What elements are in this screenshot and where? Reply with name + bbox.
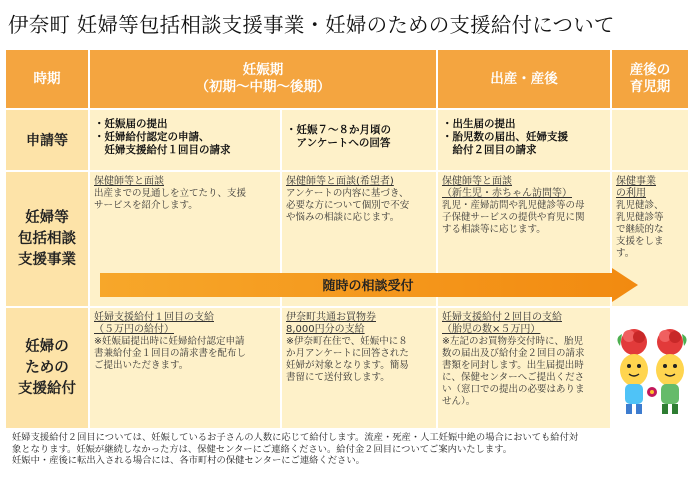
benefit-text: せん）。 [442, 396, 476, 407]
benefit-heading: 妊婦支援給付２回目の支給 [442, 312, 562, 323]
consult-text: 支援をしま [616, 236, 664, 247]
header-postnatal-line2: 育児期 [629, 79, 671, 95]
footnote-line: 象となります。妊娠が継続しなかった方は、保健センターにご連絡ください。給付金２回目についてご案内いたします。 [12, 443, 512, 455]
flower-icon [647, 387, 657, 397]
benefit-heading: 8,000円分の支給 [286, 324, 365, 335]
consult-text: 乳児健診、 [616, 200, 664, 211]
consult-text: アンケートの内容に基づき、 [286, 188, 409, 199]
consult-text: 出産までの見通しを立てたり、支援 [94, 188, 247, 199]
header-pregnancy [90, 50, 436, 108]
page-title: 伊奈町 妊婦等包括相談支援事業・妊婦のための支援給付について [8, 13, 615, 37]
footnote-line: 妊娠中・産後に転出入される場合には、各市町村の保健センターにご連絡ください。 [12, 455, 365, 466]
application-item: ・妊娠７～８か月頃の [286, 124, 391, 136]
benefit-text: 書兼給付金１回目の請求書を配布し [94, 348, 247, 359]
consult-text: サービスを紹介します。 [94, 200, 198, 211]
benefit-first [90, 308, 280, 428]
benefit-text: ※伊奈町在住で、妊娠中に８ [286, 336, 408, 347]
header-postnatal [612, 50, 688, 108]
header-pregnancy-sub: （初期～中期～後期） [195, 79, 331, 95]
consult-text: する相談等に応じます。 [442, 224, 546, 235]
row-label-consult [6, 172, 88, 306]
consult-text: 乳児健診等 [616, 212, 664, 223]
row-label-benefit-line1: 妊婦の [25, 338, 69, 355]
row-label-application [6, 110, 88, 170]
footnote-line: 妊婦支援給付２回目については、妊娠しているお子さんの人数に応じて給付します。流産・死産・人工妊娠中絶の場合においても給付対 [12, 432, 579, 443]
benefit-text: ご提出いただきます。 [94, 360, 189, 371]
header-birth [438, 50, 610, 108]
consult-text: や悩みの相談に応じます。 [286, 212, 400, 223]
header-postnatal-line1: 産後の [629, 62, 671, 78]
application-midterm [282, 110, 436, 170]
benefit-voucher [282, 308, 436, 428]
header-period-label: 時期 [33, 70, 61, 87]
consult-text: 子保健サービスの提供や育児に関 [442, 212, 585, 223]
application-item: ・出生届の提出 [442, 118, 516, 130]
benefit-text: か月アンケートに回答された [286, 348, 409, 359]
row-label-consult-line3: 支援事業 [18, 251, 76, 268]
benefit-heading: （５万円の給付） [94, 324, 174, 335]
row-label-consult-line2: 包括相談 [18, 230, 76, 247]
benefit-heading: 伊奈町共通お買物券 [286, 312, 376, 323]
consult-heading: の利用 [616, 188, 646, 199]
consult-heading: （新生児・赤ちゃん訪問等） [442, 188, 572, 199]
mascot-illustration [612, 312, 692, 428]
consultation-arrow [100, 268, 638, 302]
header-pregnancy-label: 妊娠期 [242, 62, 284, 78]
mascot-right-icon [656, 329, 687, 414]
application-item: ・妊婦給付認定の申請、 [94, 131, 210, 143]
consult-text: 乳児・産婦訪問や乳児健診等の母 [442, 200, 585, 211]
arrow-label: 随時の相談受付 [322, 279, 414, 294]
consult-heading: 保健師等と面談(希望者) [286, 176, 394, 187]
consult-heading: 保健事業 [616, 176, 656, 187]
row-label-application-text: 申請等 [26, 133, 68, 149]
consult-heading: 保健師等と面談 [94, 176, 164, 187]
application-item: 給付２回目の請求 [442, 144, 537, 156]
benefit-second [438, 308, 610, 428]
application-pregnancy [90, 110, 280, 170]
footnotes [12, 432, 684, 467]
benefit-text: ※妊娠届提出時に妊婦給付認定申請 [94, 336, 245, 347]
mascot-left-icon [617, 329, 648, 414]
benefit-text: ※左記のお買物券交付時に、胎児 [442, 336, 583, 347]
benefit-text: 書類を同封します。出生届提出時 [442, 360, 584, 371]
benefit-text: い（窓口での提出の必要はありま [442, 384, 585, 395]
consult-heading: 保健師等と面談 [442, 176, 512, 187]
row-label-consult-line1: 妊婦等 [25, 209, 69, 226]
benefit-text: に、保健センターへご提出くださ [442, 372, 585, 383]
application-item: ・妊娠届の提出 [94, 118, 168, 130]
benefit-heading: （胎児の数×５万円） [442, 324, 541, 335]
benefit-text: 書留にて送付致します。 [286, 372, 390, 383]
application-birth [438, 110, 610, 170]
application-item: 妊婦支援給付１回目の請求 [94, 144, 231, 156]
benefit-heading: 妊婦支援給付１回目の支給 [94, 312, 214, 323]
application-postnatal [612, 110, 688, 170]
row-label-benefit [6, 308, 88, 428]
row-label-benefit-line3: 支援給付 [18, 380, 76, 397]
consult-text: 必要な方について個別で不安 [286, 200, 410, 211]
consult-text: す。 [616, 248, 635, 259]
application-item: ・胎児数の届出、妊婦支援 [442, 131, 568, 143]
application-item: アンケートへの回答 [286, 137, 391, 149]
consult-text: で継続的な [616, 224, 664, 235]
benefit-text: 数の届出及び給付金２回目の請求 [442, 348, 585, 359]
row-label-benefit-line2: ための [25, 359, 69, 376]
header-birth-label: 出産・産後 [490, 70, 558, 87]
benefit-text: 妊婦が対象となります。簡易 [286, 360, 409, 371]
header-period [6, 50, 88, 108]
